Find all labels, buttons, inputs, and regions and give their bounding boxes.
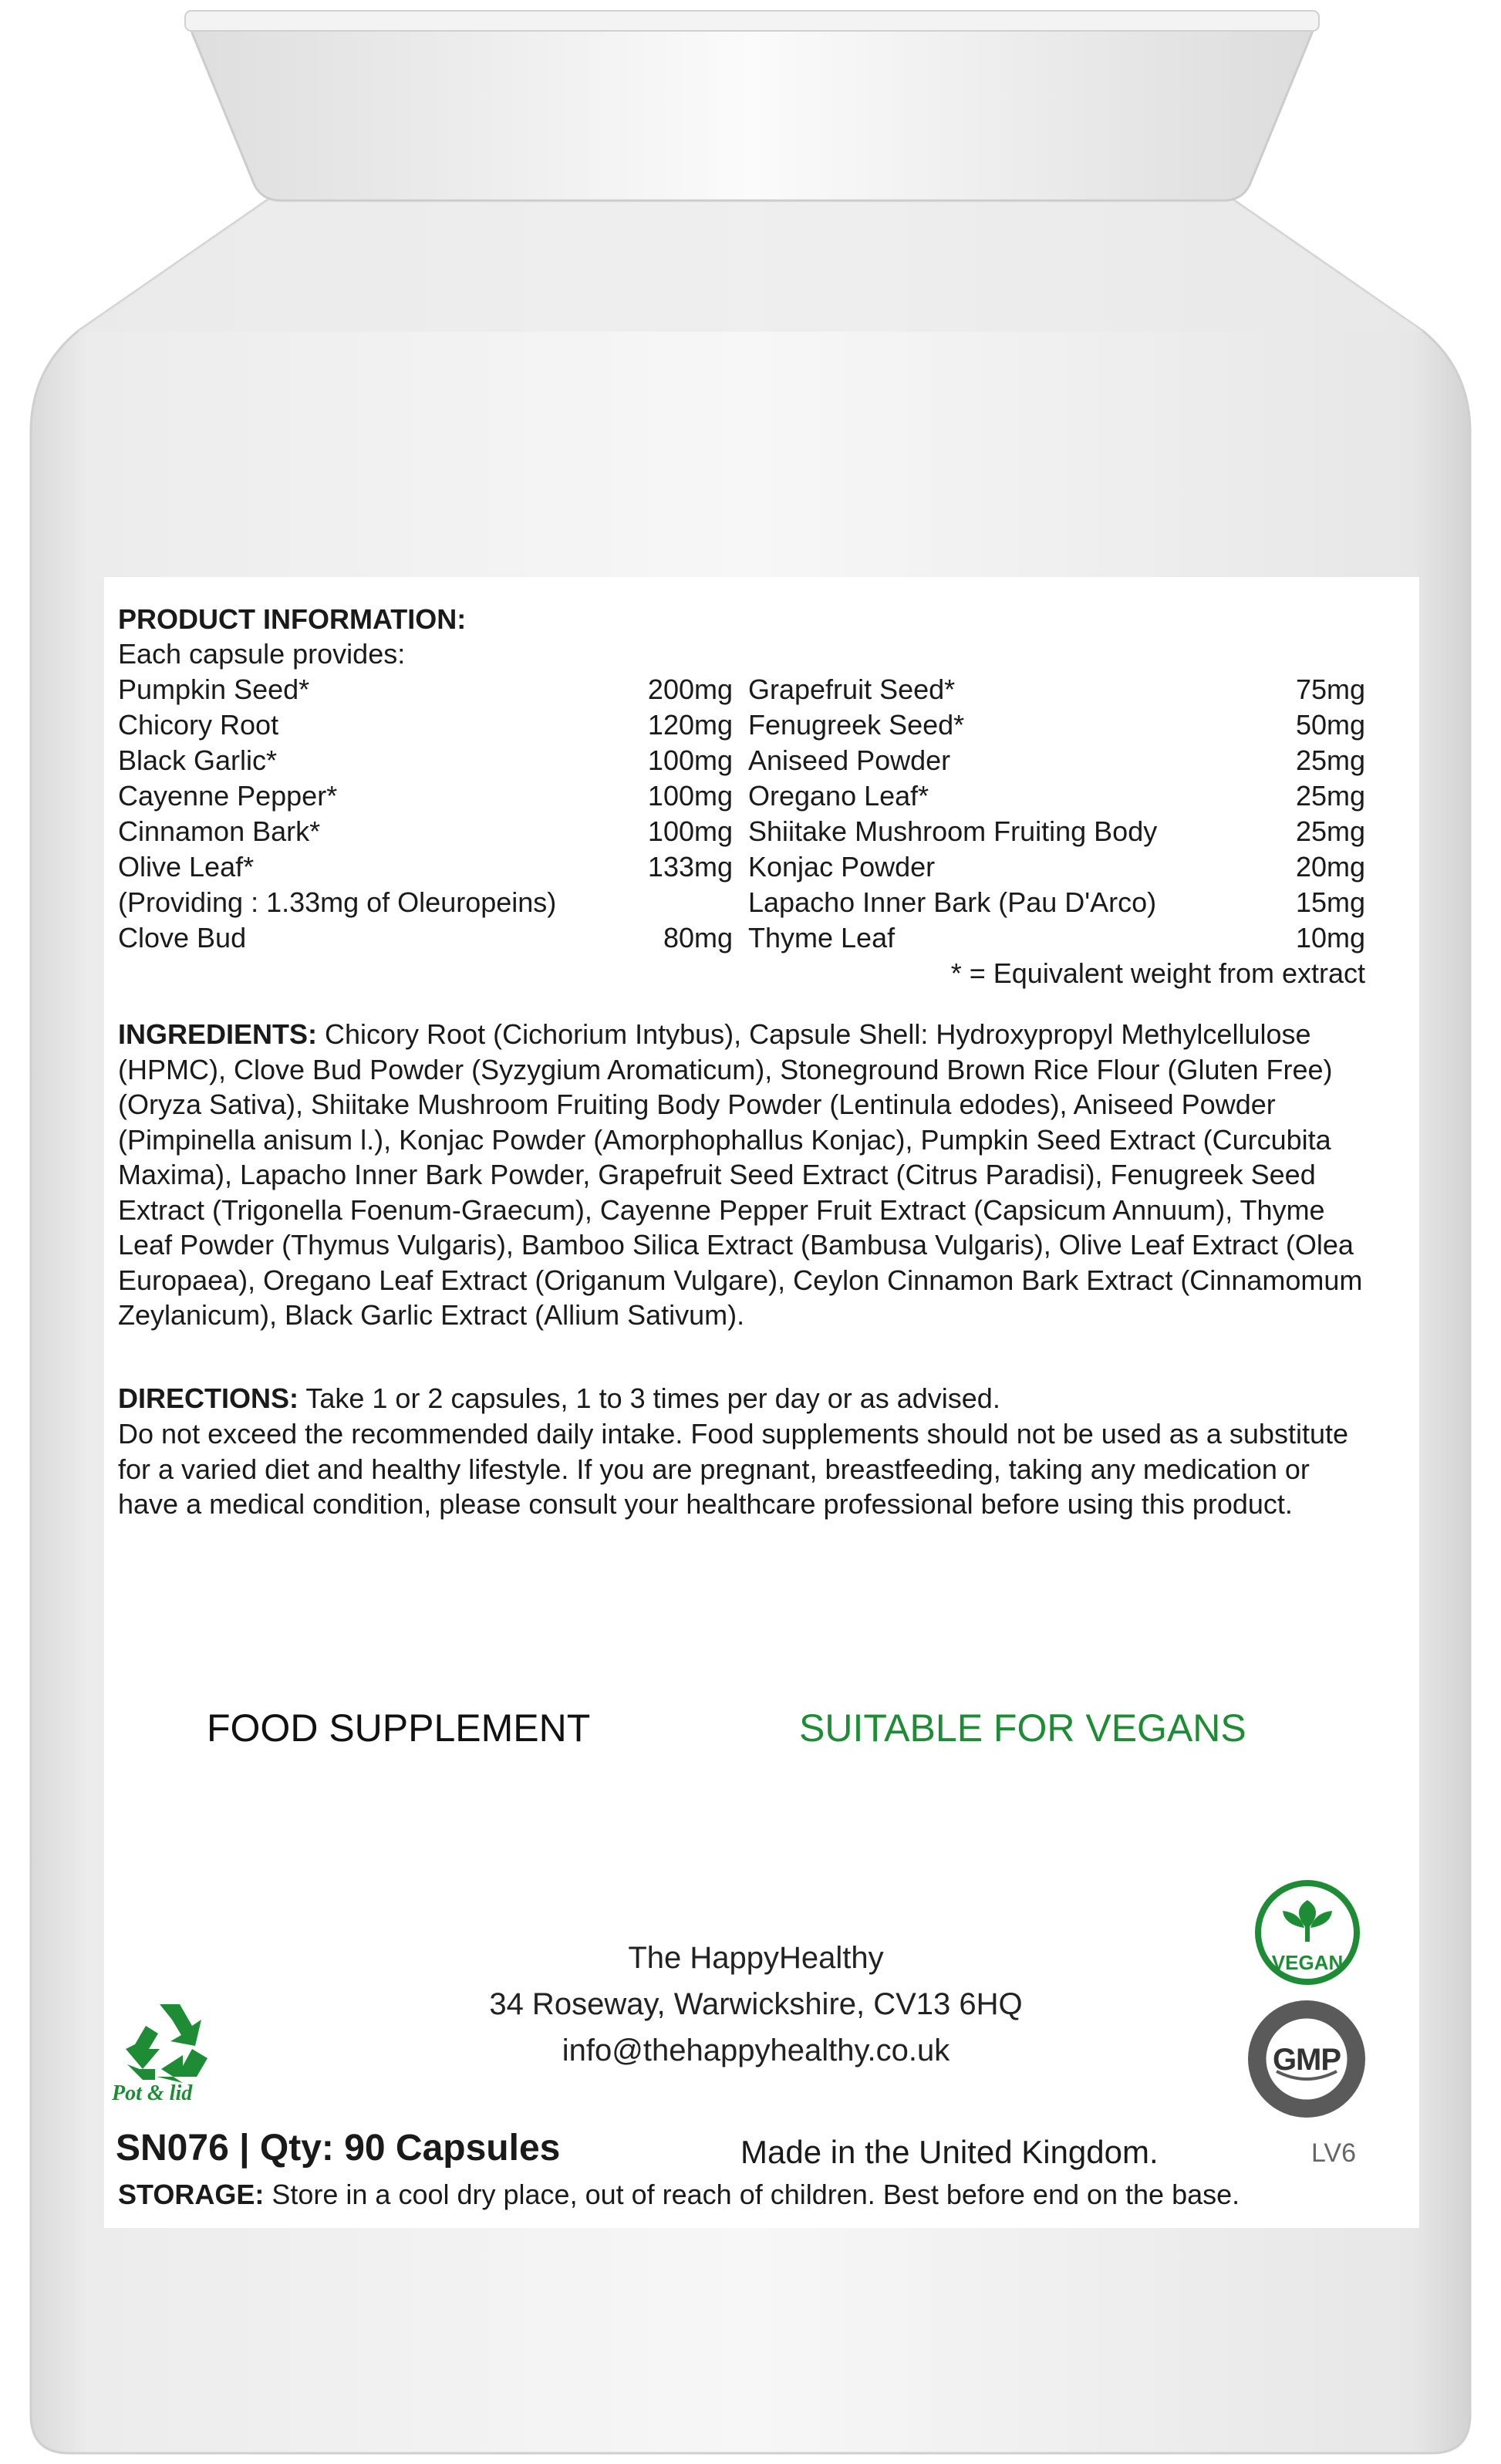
ingredients-label: INGREDIENTS: (118, 1018, 318, 1050)
vegan-logo-text: VEGAN (1271, 1951, 1344, 1974)
nutrient-amount: 25mg (1295, 780, 1365, 812)
ingredients-block (118, 1017, 1368, 1333)
nutrient-amount: 25mg (1295, 744, 1365, 776)
nutrient-name: (Providing : 1.33mg of Oleuropeins) (118, 886, 557, 918)
product-sku: SN076 | Qty: 90 Capsules (116, 2128, 561, 2169)
directions-warning: Do not exceed the recommended daily intake. Food supplements should not be used as a substitute for a varied diet and healthy lifestyle. If you are pregnant, breastfeeding, taking any medication or have a medical condition, please consult your healthcare professional before using this product. (118, 1418, 1348, 1520)
gmp-logo-text: GMP (1272, 2043, 1341, 2077)
company-email: info@thehappyhealthy.co.uk (562, 2034, 950, 2067)
product-info-subheading: Each capsule provides: (118, 638, 406, 670)
food-supplement-label: FOOD SUPPLEMENT (207, 1706, 591, 1750)
nutrient-amount: 75mg (1295, 673, 1365, 705)
nutrient-name: Oregano Leaf* (748, 780, 929, 812)
origin-text: Made in the United Kingdom. (740, 2134, 1159, 2170)
nutrient-amount: 200mg (647, 673, 733, 705)
nutrient-amount: 100mg (647, 744, 733, 776)
nutrient-name: Olive Leaf* (118, 851, 255, 883)
ingredients-text: Chicory Root (Cichorium Intybus), Capsule Shell: Hydroxypropyl Methylcellulose (HPMC), Clove Bud Powder (Syzygium Aromaticum), Stoneground Brown Rice Flour (Gluten Free) (Oryza Sativa), Shiitake Mushroom Fruiting Body Powder (Lentinula edodes), Aniseed Powder (Pimpinella anisum l.), Konjac Powder (Amorphophallus Konjac), Pumpkin Seed Extract (Curcubita Maxima), Lapacho Inner Bark Powder, Grapefruit Seed Extract (Citrus Paradisi), Fenugreek Seed Extract (Trigonella Foenum-Graecum), Cayenne Pepper Fruit Extract (Capsicum Annuum), Thyme Leaf Powder (Thymus Vulgaris), Bamboo Silica Extract (Bambusa Vulgaris), Olive Leaf Extract (Olea Europaea), Oregano Leaf Extract (Origanum Vulgare), Ceylon Cinnamon Bark Extract (Cinnamomum Zeylanicum), Black Garlic Extract (Allium Sativum). (118, 1018, 1363, 1331)
nutrient-name: Cayenne Pepper* (118, 780, 338, 812)
company-name: The HappyHealthy (628, 1941, 884, 1975)
nutrient-amount: 20mg (1295, 851, 1365, 883)
nutrient-name: Clove Bud (118, 922, 247, 954)
label-version: LV6 (1311, 2138, 1356, 2168)
storage-label: STORAGE: (118, 2179, 265, 2210)
nutrient-amount: 10mg (1295, 922, 1365, 954)
vegan-logo (1253, 1878, 1361, 1986)
directions-label: DIRECTIONS: (118, 1382, 299, 1414)
nutrient-name: Aniseed Powder (748, 744, 951, 776)
nutrient-name: Konjac Powder (748, 851, 936, 883)
nutrient-amount: 100mg (647, 815, 733, 847)
storage-line (118, 2177, 1240, 2213)
nutrient-name: Black Garlic* (118, 744, 278, 776)
recycle-caption: Pot & lid (112, 2081, 193, 2105)
nutrient-amount: 15mg (1295, 886, 1365, 918)
nutrient-name: Pumpkin Seed* (118, 673, 310, 705)
product-info-heading: PRODUCT INFORMATION: (118, 603, 467, 635)
nutrient-amount: 120mg (647, 709, 733, 741)
storage-text: Store in a cool dry place, out of reach of children. Best before end on the base. (264, 2179, 1240, 2210)
recycle-icon (112, 1998, 228, 2089)
nutrient-name: Thyme Leaf (748, 922, 896, 954)
nutrient-name: Chicory Root (118, 709, 279, 741)
nutrient-amount: 50mg (1295, 709, 1365, 741)
nutrient-amount: 80mg (663, 922, 733, 954)
suitable-for-vegans-label: SUITABLE FOR VEGANS (799, 1706, 1246, 1750)
nutrient-amount: 133mg (647, 851, 733, 883)
nutrient-name: Grapefruit Seed* (748, 673, 956, 705)
nutrient-amount: 25mg (1295, 815, 1365, 847)
directions-block (118, 1381, 1368, 1416)
recycle-symbol (112, 1998, 228, 2121)
nutrient-amount: 100mg (647, 780, 733, 812)
directions-text: Take 1 or 2 capsules, 1 to 3 times per day or as advised. (299, 1382, 1000, 1414)
nutrient-name: Lapacho Inner Bark (Pau D'Arco) (748, 886, 1157, 918)
gmp-logo (1246, 1998, 1368, 2120)
nutrient-name: Shiitake Mushroom Fruiting Body (748, 815, 1158, 847)
company-address: 34 Roseway, Warwickshire, CV13 6HQ (489, 1987, 1023, 2021)
nutrient-name: Cinnamon Bark* (118, 815, 321, 847)
nutrient-name: Fenugreek Seed* (748, 709, 965, 741)
bottle-cap (191, 15, 1314, 201)
extract-footnote: * = Equivalent weight from extract (950, 957, 1365, 989)
